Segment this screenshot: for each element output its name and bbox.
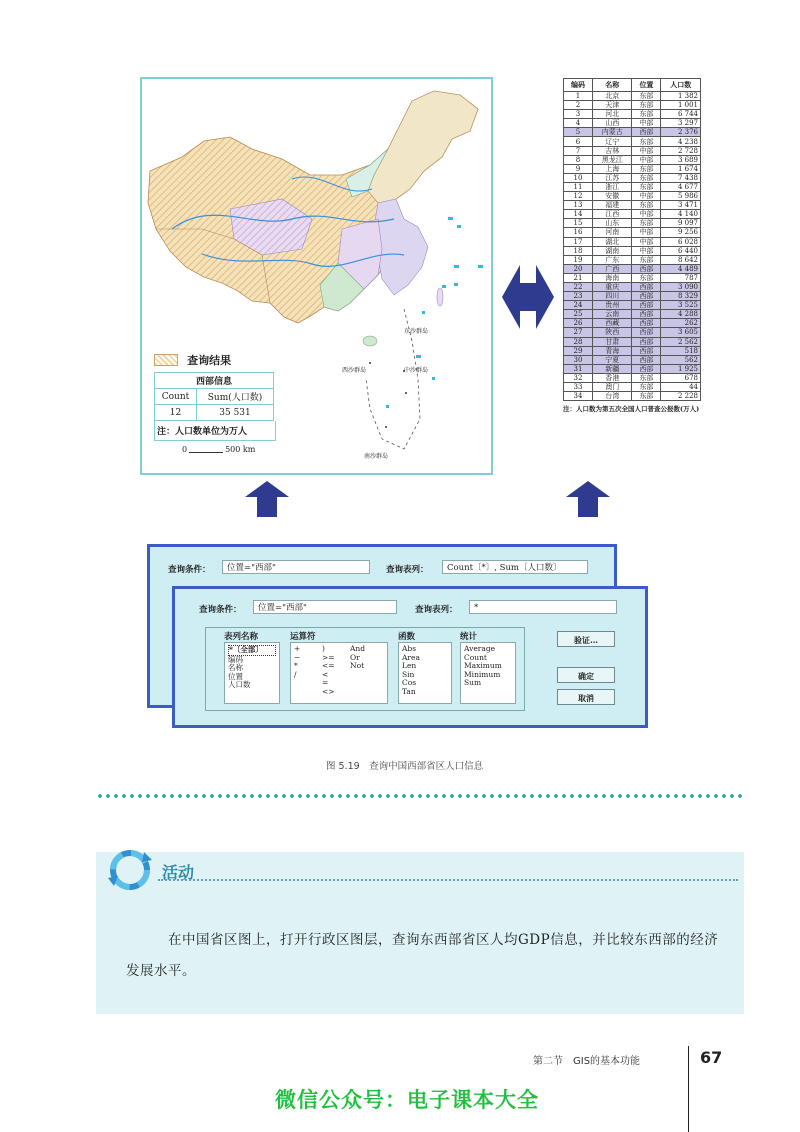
table-cell-pop: 518 xyxy=(661,346,701,355)
activity-cycle-icon xyxy=(104,846,158,892)
table-cell-pop: 3 471 xyxy=(661,201,701,210)
table-cell-pos: 西部 xyxy=(632,292,661,301)
dotted-separator xyxy=(96,793,744,799)
province-table-header: 名称 xyxy=(592,79,632,92)
column-item[interactable]: 人口数 xyxy=(228,680,251,689)
figure-caption: 图 5.19 查询中国西部省区人口信息 xyxy=(326,761,484,772)
nansha-label: 南沙群岛 xyxy=(364,453,389,460)
front-expr-field[interactable]: * xyxy=(469,600,617,614)
operator-item[interactable] xyxy=(350,688,380,697)
table-cell-pop: 4 238 xyxy=(661,137,701,146)
table-cell-name: 广东 xyxy=(592,255,632,264)
cancel-button[interactable]: 取消 xyxy=(557,689,615,705)
stat-item[interactable]: Average xyxy=(464,644,496,653)
table-cell-pop: 44 xyxy=(661,383,701,392)
table-cell-name: 黑龙江 xyxy=(592,155,632,164)
functions-title: 函数 xyxy=(398,632,416,642)
zhongsha-label: 中沙群岛 xyxy=(404,367,429,374)
table-cell-id: 22 xyxy=(564,282,593,291)
table-cell-pop: 1 925 xyxy=(661,364,701,373)
operator-item[interactable]: <> xyxy=(322,686,335,696)
info-value-sum: 35 531 xyxy=(197,405,274,421)
table-cell-id: 17 xyxy=(564,237,593,246)
dongsha-label: 东沙群岛 xyxy=(404,328,429,335)
operator-item[interactable] xyxy=(294,688,322,697)
table-cell-name: 澳门 xyxy=(592,383,632,392)
province-table-header: 位置 xyxy=(632,79,661,92)
table-cell-pop: 2 376 xyxy=(661,128,701,137)
table-cell-name: 陕西 xyxy=(592,328,632,337)
table-cell-name: 山东 xyxy=(592,219,632,228)
watermark-text: 微信公众号：电子课本大全 xyxy=(275,1088,539,1112)
info-title: 西部信息 xyxy=(155,373,274,389)
table-cell-pos: 东部 xyxy=(632,219,661,228)
operators-title: 运算符 xyxy=(290,632,316,642)
columns-list[interactable] xyxy=(224,642,280,704)
table-row xyxy=(564,219,701,228)
table-row xyxy=(564,237,701,246)
table-row xyxy=(564,92,701,101)
province-table xyxy=(563,78,701,401)
double-arrow-icon xyxy=(502,265,554,329)
table-cell-pos: 中部 xyxy=(632,237,661,246)
table-cell-pos: 中部 xyxy=(632,192,661,201)
column-item[interactable]: 名称 xyxy=(228,663,243,672)
table-cell-pos: 东部 xyxy=(632,110,661,119)
table-cell-name: 湖北 xyxy=(592,237,632,246)
table-cell-name: 重庆 xyxy=(592,282,632,291)
table-cell-pop: 678 xyxy=(661,373,701,382)
table-cell-id: 15 xyxy=(564,219,593,228)
table-cell-pos: 东部 xyxy=(632,92,661,101)
table-cell-pos: 西部 xyxy=(632,301,661,310)
info-note: 注：人口数单位为万人 xyxy=(154,421,276,441)
back-cond-label: 查询条件： xyxy=(168,565,211,575)
table-cell-pop: 262 xyxy=(661,319,701,328)
table-cell-pop: 9 097 xyxy=(661,219,701,228)
stat-item[interactable]: Maximum xyxy=(464,661,502,670)
table-cell-pop: 4 140 xyxy=(661,210,701,219)
table-cell-id: 21 xyxy=(564,273,593,282)
table-cell-id: 20 xyxy=(564,264,593,273)
table-row xyxy=(564,164,701,173)
table-row xyxy=(564,228,701,237)
up-arrow-icon-right xyxy=(566,481,610,517)
table-cell-pop: 562 xyxy=(661,355,701,364)
table-cell-pos: 西部 xyxy=(632,337,661,346)
operator-item[interactable] xyxy=(350,671,380,680)
table-cell-pop: 8 642 xyxy=(661,255,701,264)
table-row xyxy=(564,146,701,155)
operator-item[interactable]: < xyxy=(322,669,329,679)
map-scale-bar xyxy=(182,445,255,454)
table-cell-id: 3 xyxy=(564,110,593,119)
table-cell-pos: 西部 xyxy=(632,328,661,337)
table-cell-id: 1 xyxy=(564,92,593,101)
column-item[interactable]: 编码 xyxy=(228,654,243,664)
table-cell-pos: 西部 xyxy=(632,346,661,355)
table-cell-id: 12 xyxy=(564,192,593,201)
table-cell-name: 四川 xyxy=(592,292,632,301)
table-row xyxy=(564,101,701,110)
table-cell-id: 8 xyxy=(564,155,593,164)
table-cell-pop: 2 728 xyxy=(661,146,701,155)
table-cell-pos: 东部 xyxy=(632,137,661,146)
table-cell-id: 16 xyxy=(564,228,593,237)
back-expr-label: 查询表列： xyxy=(386,565,429,575)
table-cell-pop: 1 001 xyxy=(661,101,701,110)
operator-row xyxy=(294,645,384,654)
operator-item[interactable]: − xyxy=(294,652,301,662)
table-cell-id: 7 xyxy=(564,146,593,155)
operator-row xyxy=(294,688,384,697)
table-cell-id: 11 xyxy=(564,182,593,191)
operators-list[interactable] xyxy=(290,642,388,704)
front-cond-label: 查询条件： xyxy=(199,605,242,615)
table-row xyxy=(564,201,701,210)
table-cell-pop: 787 xyxy=(661,273,701,282)
table-row xyxy=(564,383,701,392)
table-cell-name: 上海 xyxy=(592,164,632,173)
table-cell-pop: 3 090 xyxy=(661,282,701,291)
table-cell-id: 9 xyxy=(564,164,593,173)
table-cell-pop: 2 228 xyxy=(661,392,701,401)
stats-list[interactable] xyxy=(460,642,516,704)
province-table-header: 编码 xyxy=(564,79,593,92)
back-cond-field[interactable]: 位置="西部" xyxy=(222,560,370,574)
table-cell-name: 北京 xyxy=(592,92,632,101)
table-cell-name: 云南 xyxy=(592,310,632,319)
table-row xyxy=(564,273,701,282)
table-cell-pop: 6 440 xyxy=(661,246,701,255)
table-cell-id: 34 xyxy=(564,392,593,401)
table-cell-pop: 9 256 xyxy=(661,228,701,237)
columns-title: 表列名称 xyxy=(224,632,259,642)
table-cell-pos: 东部 xyxy=(632,373,661,382)
table-cell-name: 江西 xyxy=(592,210,632,219)
table-cell-name: 河北 xyxy=(592,110,632,119)
operator-row xyxy=(294,671,384,680)
query-dialog-front xyxy=(172,586,648,728)
table-cell-id: 32 xyxy=(564,373,593,382)
table-row xyxy=(564,373,701,382)
info-value-count: 12 xyxy=(155,405,197,421)
table-cell-name: 吉林 xyxy=(592,146,632,155)
china-map-panel xyxy=(140,77,493,475)
table-cell-name: 贵州 xyxy=(592,301,632,310)
table-row xyxy=(564,292,701,301)
operator-item[interactable] xyxy=(294,679,322,688)
stat-item[interactable]: Minimum xyxy=(464,669,501,679)
table-cell-name: 江苏 xyxy=(592,173,632,182)
table-cell-pop: 6 028 xyxy=(661,237,701,246)
table-cell-pos: 中部 xyxy=(632,210,661,219)
footer-section-title: 第二节 GIS的基本功能 xyxy=(533,1056,641,1067)
table-row xyxy=(564,328,701,337)
table-cell-name: 安徽 xyxy=(592,192,632,201)
table-row xyxy=(564,182,701,191)
operator-item[interactable]: * xyxy=(294,661,298,670)
table-cell-pop: 8 329 xyxy=(661,292,701,301)
stats-title: 统计 xyxy=(460,632,478,642)
column-item[interactable]: 位置 xyxy=(228,671,243,681)
operator-item[interactable]: ) xyxy=(322,644,325,653)
footer-divider xyxy=(688,1046,689,1132)
stat-item[interactable]: Sum xyxy=(464,678,482,687)
table-row xyxy=(564,137,701,146)
table-cell-id: 2 xyxy=(564,101,593,110)
table-row xyxy=(564,255,701,264)
stat-item[interactable]: Count xyxy=(464,652,487,662)
table-cell-name: 天津 xyxy=(592,101,632,110)
table-row xyxy=(564,337,701,346)
table-row xyxy=(564,346,701,355)
table-cell-id: 29 xyxy=(564,346,593,355)
table-cell-name: 湖南 xyxy=(592,246,632,255)
operator-item[interactable] xyxy=(350,679,380,688)
table-cell-pos: 中部 xyxy=(632,155,661,164)
table-cell-id: 19 xyxy=(564,255,593,264)
table-row xyxy=(564,392,701,401)
table-cell-name: 新疆 xyxy=(592,364,632,373)
table-cell-id: 4 xyxy=(564,119,593,128)
back-expr-field[interactable]: Count〔*〕, Sum〔人口数〕 xyxy=(442,560,588,574)
table-row xyxy=(564,310,701,319)
table-cell-pop: 6 744 xyxy=(661,110,701,119)
table-cell-pos: 中部 xyxy=(632,228,661,237)
table-row xyxy=(564,355,701,364)
table-cell-pos: 东部 xyxy=(632,273,661,282)
table-cell-pos: 西部 xyxy=(632,128,661,137)
table-row xyxy=(564,155,701,164)
up-arrow-icon-left xyxy=(245,481,289,517)
function-item[interactable]: Area xyxy=(402,652,420,662)
table-cell-pos: 东部 xyxy=(632,255,661,264)
table-cell-name: 内蒙古 xyxy=(592,128,632,137)
table-cell-pos: 西部 xyxy=(632,355,661,364)
front-expr-label: 查询表列： xyxy=(415,605,458,615)
table-cell-pos: 中部 xyxy=(632,146,661,155)
west-info-table xyxy=(154,372,274,421)
table-cell-id: 31 xyxy=(564,364,593,373)
operator-item[interactable]: Not xyxy=(350,661,365,670)
table-row xyxy=(564,192,701,201)
functions-list[interactable] xyxy=(398,642,452,704)
table-cell-pos: 东部 xyxy=(632,392,661,401)
table-cell-pos: 西部 xyxy=(632,264,661,273)
table-cell-name: 香港 xyxy=(592,373,632,382)
table-cell-name: 山西 xyxy=(592,119,632,128)
xisha-label: 西沙群岛 xyxy=(342,367,367,374)
table-cell-name: 辽宁 xyxy=(592,137,632,146)
table-cell-name: 浙江 xyxy=(592,182,632,191)
ok-button[interactable]: 确定 xyxy=(557,667,615,683)
table-row xyxy=(564,110,701,119)
activity-title: 活动 xyxy=(162,863,195,882)
table-cell-pop: 4 489 xyxy=(661,264,701,273)
table-cell-pos: 东部 xyxy=(632,383,661,392)
function-item[interactable]: Sin xyxy=(402,669,415,679)
operator-item[interactable]: / xyxy=(294,669,297,679)
function-item[interactable]: Abs xyxy=(402,644,417,653)
table-cell-pop: 5 986 xyxy=(661,192,701,201)
table-cell-pos: 东部 xyxy=(632,164,661,173)
table-row xyxy=(564,246,701,255)
page-number: 67 xyxy=(700,1048,723,1067)
expression-builder-group xyxy=(205,627,525,711)
table-cell-pop: 2 562 xyxy=(661,337,701,346)
table-row xyxy=(564,301,701,310)
table-cell-pos: 西部 xyxy=(632,310,661,319)
table-cell-pop: 1 382 xyxy=(661,92,701,101)
table-cell-id: 24 xyxy=(564,301,593,310)
operator-row xyxy=(294,654,384,663)
activity-text: 在中国省区图上，打开行政区图层，查询东西部省区人均GDP信息，并比较东西部的经济发展水平。 xyxy=(126,932,719,979)
table-cell-id: 26 xyxy=(564,319,593,328)
scale-end: 500 km xyxy=(225,445,256,454)
table-cell-id: 23 xyxy=(564,292,593,301)
column-item[interactable]: *〔全部〕 xyxy=(228,645,276,656)
table-cell-name: 台湾 xyxy=(592,392,632,401)
table-row xyxy=(564,119,701,128)
operator-item[interactable]: >= xyxy=(322,652,335,662)
activity-dotted-rule xyxy=(158,879,738,883)
operator-item[interactable]: = xyxy=(322,678,329,687)
scale-start: 0 xyxy=(182,445,188,454)
table-cell-id: 14 xyxy=(564,210,593,219)
function-item[interactable]: Cos xyxy=(402,678,417,687)
function-item[interactable]: Len xyxy=(402,661,417,670)
table-cell-pos: 东部 xyxy=(632,201,661,210)
verify-button[interactable]: 验证… xyxy=(557,631,615,647)
table-row xyxy=(564,364,701,373)
province-table-note: 注：人口数为第五次全国人口普查公报数(万人) xyxy=(563,405,700,414)
table-cell-id: 30 xyxy=(564,355,593,364)
table-row xyxy=(564,319,701,328)
table-cell-name: 福建 xyxy=(592,201,632,210)
hatch-swatch-icon xyxy=(154,354,178,366)
operator-row xyxy=(294,662,384,671)
table-cell-pop: 3 689 xyxy=(661,155,701,164)
table-row xyxy=(564,282,701,291)
legend-label: 查询结果 xyxy=(187,353,232,367)
front-cond-field[interactable]: 位置="西部" xyxy=(253,600,397,614)
table-cell-id: 33 xyxy=(564,383,593,392)
table-row xyxy=(564,173,701,182)
table-cell-id: 5 xyxy=(564,128,593,137)
table-cell-pos: 西部 xyxy=(632,364,661,373)
operator-item[interactable]: <= xyxy=(322,661,335,670)
table-row xyxy=(564,264,701,273)
table-row xyxy=(564,210,701,219)
table-cell-pos: 东部 xyxy=(632,182,661,191)
info-header-sum: Sum(人口数) xyxy=(197,389,274,405)
table-cell-name: 甘肃 xyxy=(592,337,632,346)
operator-item[interactable]: + xyxy=(294,644,301,653)
table-cell-pos: 中部 xyxy=(632,119,661,128)
table-cell-pop: 7 438 xyxy=(661,173,701,182)
table-cell-name: 海南 xyxy=(592,273,632,282)
table-cell-pos: 西部 xyxy=(632,319,661,328)
table-cell-name: 河南 xyxy=(592,228,632,237)
table-cell-name: 青海 xyxy=(592,346,632,355)
table-cell-pop: 3 525 xyxy=(661,301,701,310)
table-cell-pos: 东部 xyxy=(632,173,661,182)
table-cell-pop: 3 297 xyxy=(661,119,701,128)
table-cell-id: 28 xyxy=(564,337,593,346)
operator-item[interactable]: Or xyxy=(350,652,360,662)
table-cell-id: 25 xyxy=(564,310,593,319)
table-cell-pos: 中部 xyxy=(632,246,661,255)
province-table-header: 人口数 xyxy=(661,79,701,92)
table-cell-pop: 4 288 xyxy=(661,310,701,319)
table-cell-pop: 4 677 xyxy=(661,182,701,191)
table-cell-pos: 东部 xyxy=(632,101,661,110)
table-cell-pop: 1 674 xyxy=(661,164,701,173)
table-cell-id: 6 xyxy=(564,137,593,146)
table-cell-name: 西藏 xyxy=(592,319,632,328)
table-cell-id: 10 xyxy=(564,173,593,182)
table-cell-name: 广西 xyxy=(592,264,632,273)
table-cell-name: 宁夏 xyxy=(592,355,632,364)
table-cell-id: 18 xyxy=(564,246,593,255)
operator-item[interactable]: And xyxy=(350,644,366,653)
table-cell-pop: 3 605 xyxy=(661,328,701,337)
function-item[interactable]: Tan xyxy=(402,686,416,696)
table-cell-id: 13 xyxy=(564,201,593,210)
info-header-count: Count xyxy=(155,389,197,405)
map-legend xyxy=(154,349,282,441)
table-cell-pos: 西部 xyxy=(632,282,661,291)
table-row xyxy=(564,128,701,137)
province-table-panel xyxy=(563,78,703,413)
table-cell-id: 27 xyxy=(564,328,593,337)
operator-row xyxy=(294,679,384,688)
